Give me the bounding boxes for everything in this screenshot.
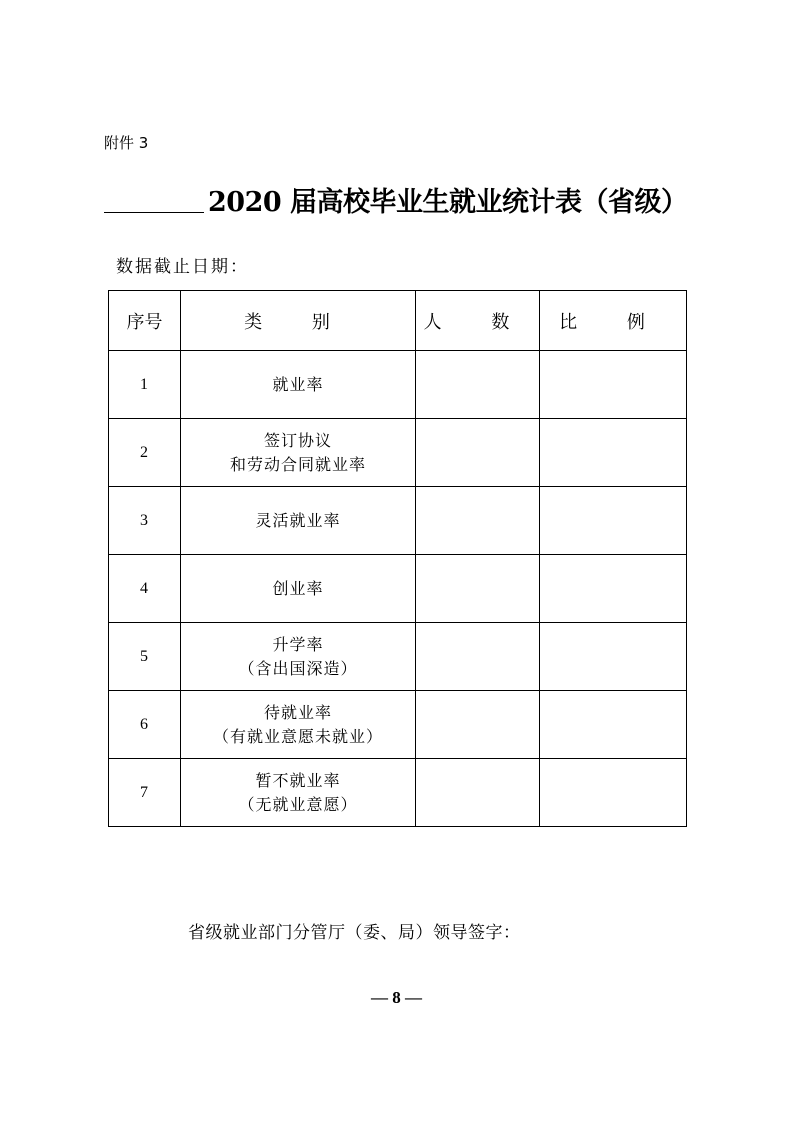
row-count-cell[interactable] [416,691,540,759]
table-row [109,623,687,691]
attachment-label: 附件 3 [104,134,149,152]
category-line: 和劳动合同就业率 [229,454,366,474]
table-row [109,555,687,623]
row-number: 3 [109,487,181,555]
category-line: （含出国深造） [238,658,358,678]
row-count-cell[interactable] [416,419,540,487]
row-count-cell[interactable] [416,759,540,827]
row-ratio-cell[interactable] [540,759,687,827]
header-no: 序号 [109,291,181,351]
category-line: （无就业意愿） [238,794,358,814]
row-number: 2 [109,419,181,487]
row-category [181,555,416,623]
row-ratio-cell[interactable] [540,487,687,555]
row-number: 4 [109,555,181,623]
row-category [181,623,416,691]
category-line: 创业率 [272,578,324,598]
row-count-cell[interactable] [416,555,540,623]
category-line: 待就业率 [263,702,332,722]
table-row [109,759,687,827]
row-category [181,419,416,487]
row-number: 5 [109,623,181,691]
row-count-cell[interactable] [416,623,540,691]
table-row [109,419,687,487]
header-count: 人 数 [416,291,540,351]
table-row [109,487,687,555]
province-blank-line [104,212,204,213]
row-number: 6 [109,691,181,759]
row-category [181,487,416,555]
row-ratio-cell[interactable] [540,419,687,487]
category-line: 升学率 [272,634,324,654]
header-ratio: 比 例 [540,291,687,351]
employment-statistics-table [108,290,687,827]
table-header-row [109,291,687,351]
page-title: 2020 届高校毕业生就业统计表（省级） [208,187,688,218]
table-row [109,691,687,759]
table-row [109,351,687,419]
row-number: 7 [109,759,181,827]
row-category [181,759,416,827]
row-category [181,351,416,419]
category-line: 就业率 [272,374,324,394]
table-body [109,351,687,827]
signature-label: 省级就业部门分管厅（委、局）领导签字： [188,923,521,943]
cutoff-date-label: 数据截止日期： [116,257,249,277]
row-count-cell[interactable] [416,351,540,419]
category-line: 灵活就业率 [255,510,341,530]
row-ratio-cell[interactable] [540,623,687,691]
category-line: 暂不就业率 [255,770,341,790]
row-ratio-cell[interactable] [540,691,687,759]
row-ratio-cell[interactable] [540,351,687,419]
row-number: 1 [109,351,181,419]
row-count-cell[interactable] [416,487,540,555]
row-category [181,691,416,759]
category-line: （有就业意愿未就业） [212,726,383,746]
category-line: 签订协议 [263,430,332,450]
row-ratio-cell[interactable] [540,555,687,623]
title-row [104,178,704,222]
header-category: 类 别 [181,291,416,351]
page-number: — 8 — [371,988,422,1007]
